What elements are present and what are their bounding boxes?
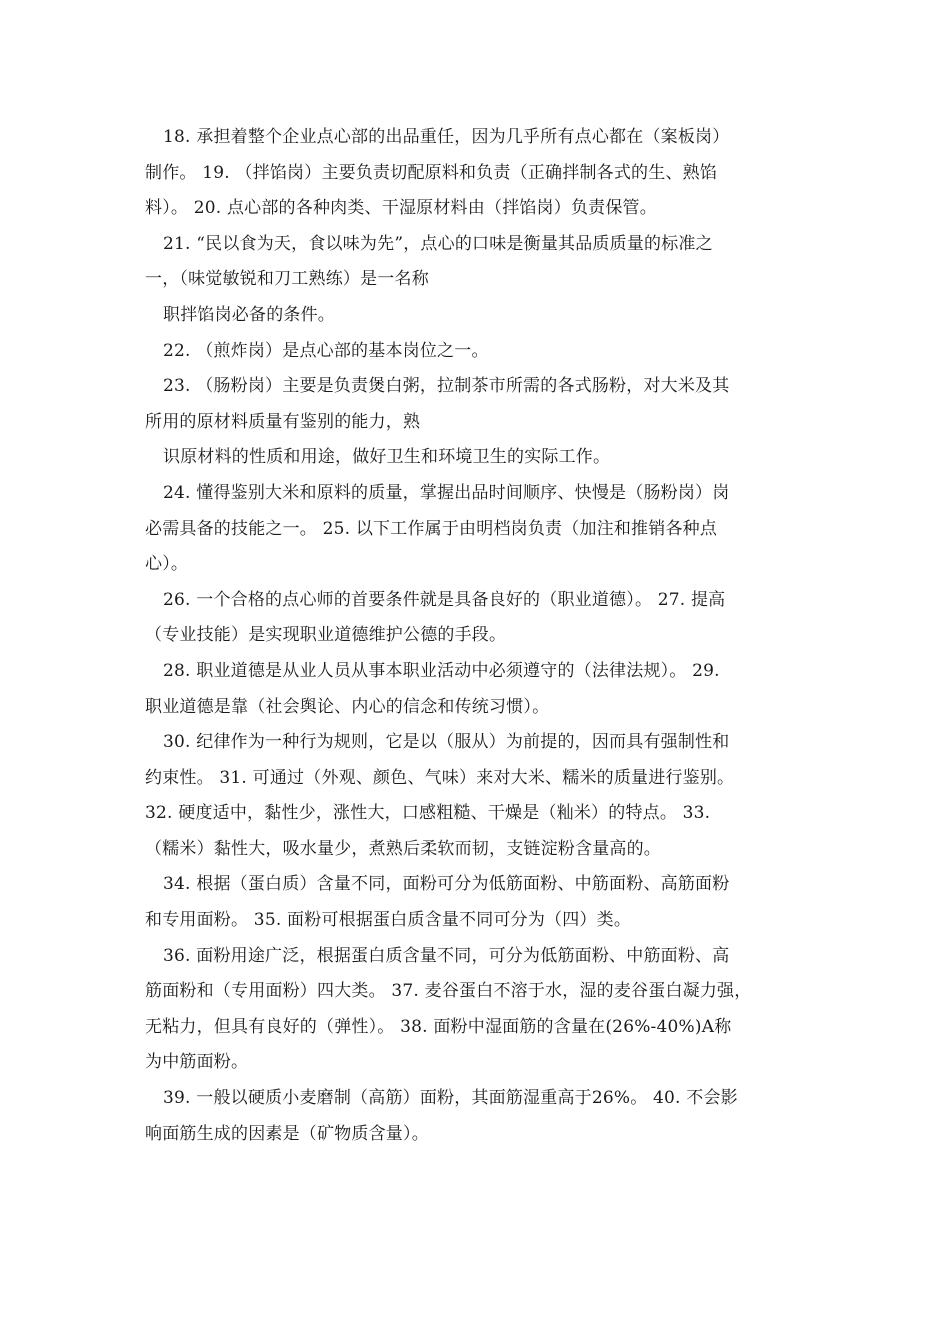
text-line: 23. （肠粉岗）主要是负责煲白粥，拉制茶市所需的各式肠粉，对大米及其	[163, 376, 730, 397]
text-line: 料）。 20. 点心部的各种肉类、干湿原材料由（拌馅岗）负责保管。	[145, 198, 657, 219]
text-line: 34. 根据（蛋白质）含量不同，面粉可分为低筋面粉、中筋面粉、高筋面粉	[163, 874, 730, 895]
text-line: 识原材料的性质和用途，做好卫生和环境卫生的实际工作。	[163, 447, 611, 468]
text-line: 39. 一般以硬质小麦磨制（高筋）面粉，其面筋湿重高于26%。 40. 不会影	[163, 1088, 738, 1109]
text-line: 响面筋生成的因素是（矿物质含量）。	[145, 1123, 429, 1144]
text-line: 26. 一个合格的点心师的首要条件就是具备良好的（职业道德）。 27. 提高	[163, 589, 726, 610]
text-line: 必需具备的技能之一。 25. 以下工作属于由明档岗负责（加注和推销各种点	[145, 518, 718, 539]
text-line: 18. 承担着整个企业点心部的出品重任，因为几乎所有点心都在（案板岗）	[163, 127, 730, 147]
document-body	[145, 120, 815, 1152]
text-line: 和专用面粉。 35. 面粉可根据蛋白质含量不同可分为（四）类。	[145, 910, 632, 931]
text-line: 无粘力，但具有良好的（弹性）。 38. 面粉中湿面筋的含量在(26%-40%)A称	[145, 1016, 732, 1037]
text-line: 职业道德是靠（社会舆论、内心的信念和传统习惯）。	[145, 696, 550, 717]
text-line: 22. （煎炸岗）是点心部的基本岗位之一。	[163, 340, 489, 361]
text-line: 筋面粉和（专用面粉）四大类。 37. 麦谷蛋白不溶于水，湿的麦谷蛋白凝力强，	[145, 981, 752, 1002]
text-line: 为中筋面粉。	[145, 1052, 249, 1073]
text-line: 21. “民以食为天，食以味为先”，点心的口味是衡量其品质质量的标准之	[163, 233, 713, 254]
text-line: 心）。	[145, 554, 189, 575]
text-line: 24. 懂得鉴别大米和原料的质量，掌握出品时间顺序、快慢是（肠粉岗）岗	[163, 482, 730, 503]
text-line: 一，（味觉敏锐和刀工熟练）是一名称	[145, 269, 429, 290]
text-line: 所用的原材料质量有鉴别的能力，熟	[145, 411, 421, 432]
text-line: 制作。 19. （拌馅岗）主要负责切配原料和负责（正确拌制各式的生、熟馅	[145, 162, 718, 183]
text-line: 32. 硬度适中，黏性少，涨性大，口感粗糙、干燥是（籼米）的特点。 33.	[145, 803, 711, 824]
text-line: 30. 纪律作为一种行为规则，它是以（服从）为前提的，因而具有强制性和	[163, 732, 730, 753]
text-line: 职拌馅岗必备的条件。	[163, 304, 335, 325]
text-line: （糯米）黏性大，吸水量少，煮熟后柔软而韧，支链淀粉含量高的。	[145, 838, 661, 859]
text-line: 28. 职业道德是从业人员从事本职业活动中必须遵守的（法律法规）。 29.	[163, 660, 720, 681]
text-line: （专业技能）是实现职业道德维护公德的手段。	[145, 625, 507, 646]
text-line: 约束性。 31. 可通过（外观、颜色、气味）来对大米、糯米的质量进行鉴别。	[145, 767, 735, 788]
text-line: 36. 面粉用途广泛，根据蛋白质含量不同，可分为低筋面粉、中筋面粉、高	[163, 945, 730, 966]
